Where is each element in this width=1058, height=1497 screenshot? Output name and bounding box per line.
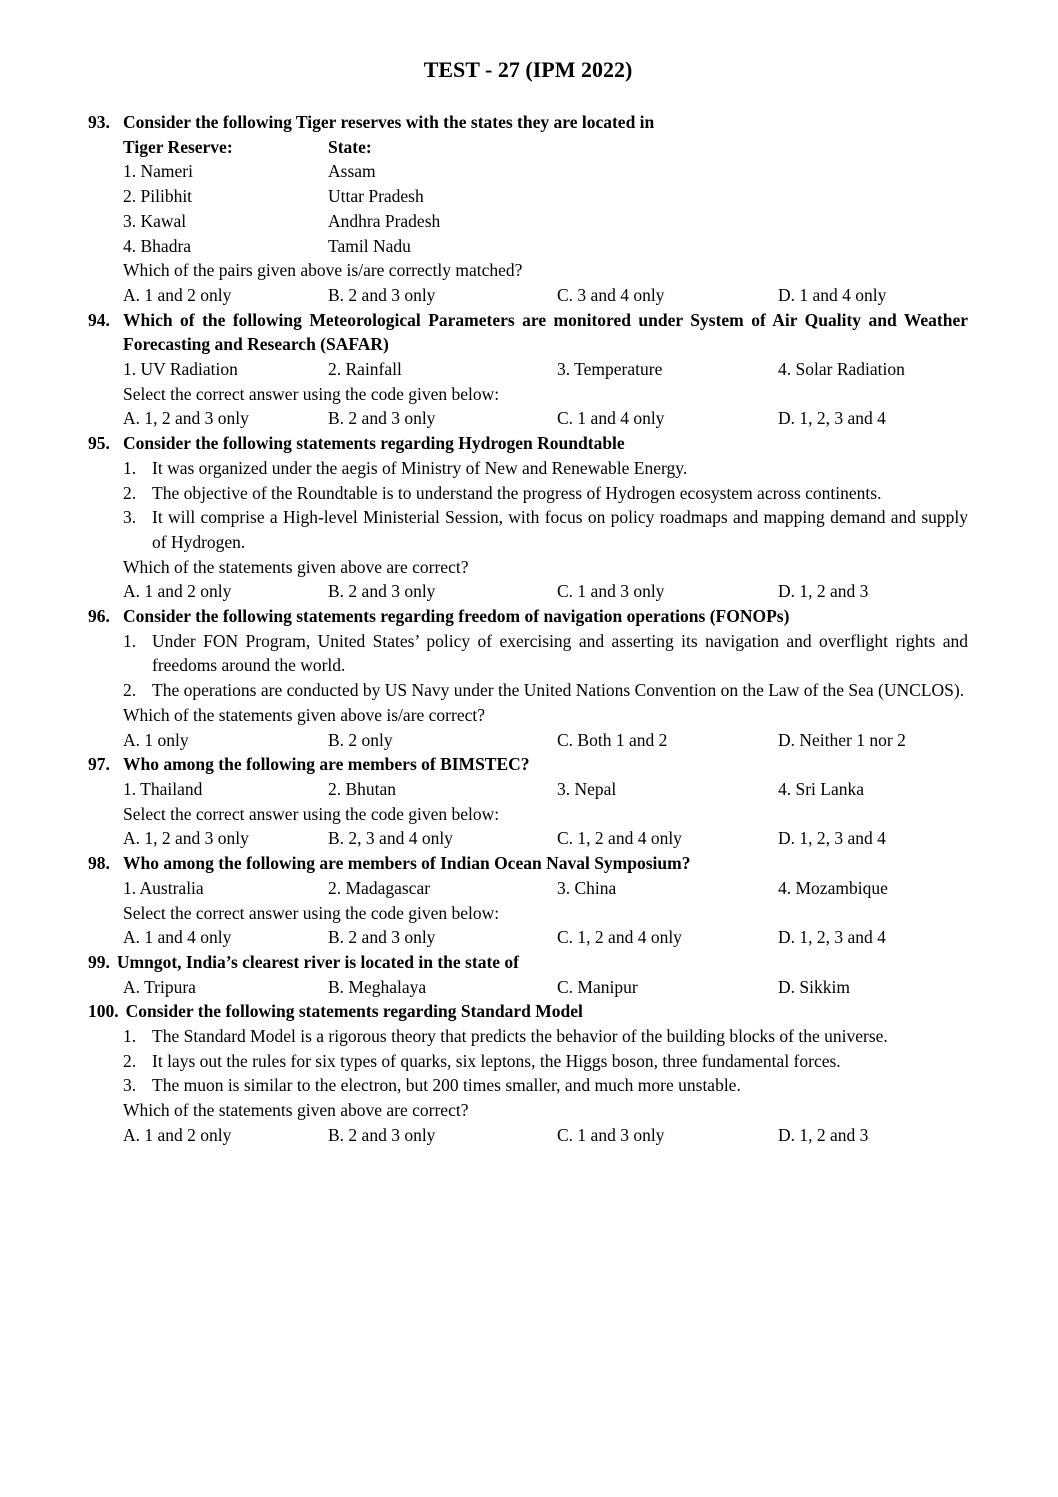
- state-name: Andhra Pradesh: [328, 210, 441, 231]
- option-a: A. 1 and 2 only: [123, 284, 232, 305]
- question-93: [88, 110, 968, 308]
- statement-text: The operations are conducted by US Navy under the United Nations Convention on the Law of the Sea (UNCLOS).: [152, 680, 965, 701]
- question-number: 97.: [88, 754, 110, 775]
- items-row: [123, 777, 968, 802]
- match-table-row: [123, 159, 968, 184]
- question-body: [123, 1024, 968, 1148]
- statement-number: 2.: [123, 1050, 137, 1071]
- question-number: 96.: [88, 606, 110, 627]
- statement-text: Under FON Program, United States’ policy of exercising and asserting its navigation and overflight rights and freedoms around the world.: [152, 630, 968, 676]
- statement-text: The Standard Model is a rigorous theory that predicts the behavior of the building blocks of the universe.: [152, 1026, 888, 1047]
- option-c: C. 1, 2 and 4 only: [557, 828, 682, 849]
- reserve-name: 3. Kawal: [123, 210, 187, 231]
- option-c: C. 1 and 3 only: [557, 581, 665, 602]
- option-b: B. 2 and 3 only: [328, 927, 436, 948]
- question-heading: [88, 604, 968, 629]
- question-100: [88, 999, 968, 1147]
- option-c: C. Manipur: [557, 976, 638, 997]
- item-3: 3. China: [557, 877, 617, 898]
- statement-number: 1.: [123, 457, 137, 478]
- statement-2: [123, 481, 968, 506]
- question-text: Consider the following statements regarding Hydrogen Roundtable: [123, 433, 625, 454]
- question-number: 94.: [88, 309, 110, 330]
- question-text: Which of the following Meteorological Parameters are monitored under System of Air Quality and Weather Forecasting and Research (SAFAR): [123, 309, 968, 355]
- statement-2: [123, 678, 968, 703]
- question-text: Umngot, India’s clearest river is located in the state of: [116, 951, 519, 972]
- option-a: A. 1, 2 and 3 only: [123, 828, 249, 849]
- question-body: [123, 876, 968, 950]
- question-text: Consider the following statements regarding freedom of navigation operations (FONOPs): [123, 606, 790, 627]
- options-row: [123, 283, 968, 308]
- option-c: C. 1, 2 and 4 only: [557, 927, 682, 948]
- statement-1: [123, 456, 968, 481]
- question-text: Who among the following are members of BIMSTEC?: [123, 754, 530, 775]
- options-row: [123, 579, 968, 604]
- option-d: D. Neither 1 nor 2: [778, 729, 906, 750]
- question-heading: [88, 110, 968, 135]
- match-table-row: [123, 184, 968, 209]
- statement-text: It lays out the rules for six types of quarks, six leptons, the Higgs boson, three fundamental forces.: [152, 1050, 841, 1071]
- question-number: 98.: [88, 853, 110, 874]
- question-heading: [88, 950, 968, 975]
- option-a: A. 1 and 2 only: [123, 1124, 232, 1145]
- question-body: [123, 456, 968, 604]
- statement-number: 1.: [123, 630, 137, 651]
- options-row: [123, 1123, 968, 1148]
- option-d: D. 1, 2 and 3: [778, 581, 869, 602]
- option-b: B. 2 and 3 only: [328, 408, 436, 429]
- statement-number: 3.: [123, 507, 137, 528]
- option-d: D. Sikkim: [778, 976, 850, 997]
- option-b: B. 2 and 3 only: [328, 581, 436, 602]
- option-d: D. 1 and 4 only: [778, 284, 887, 305]
- item-1: 1. UV Radiation: [123, 359, 238, 380]
- option-a: A. 1, 2 and 3 only: [123, 408, 249, 429]
- statement-number: 1.: [123, 1026, 137, 1047]
- question-98: [88, 851, 968, 950]
- option-d: D. 1, 2, 3 and 4: [778, 408, 886, 429]
- question-prompt: Select the correct answer using the code given below:: [123, 383, 500, 404]
- statement-number: 2.: [123, 482, 137, 503]
- match-table-header: [123, 135, 968, 160]
- question-number: 93.: [88, 112, 110, 132]
- match-table-row: [123, 234, 968, 259]
- question-prompt: Select the correct answer using the code given below:: [123, 902, 500, 923]
- options-row: [123, 826, 968, 851]
- question-94: [88, 308, 968, 432]
- option-d: D. 1, 2, 3 and 4: [778, 828, 886, 849]
- state-name: Uttar Pradesh: [328, 186, 424, 207]
- question-text: Consider the following Tiger reserves with the states they are located in: [123, 112, 655, 132]
- item-2: 2. Bhutan: [328, 778, 397, 799]
- item-4: 4. Mozambique: [778, 877, 888, 898]
- question-prompt: Which of the statements given above are correct?: [123, 556, 469, 577]
- option-c: C. 1 and 3 only: [557, 1124, 665, 1145]
- question-heading: [88, 308, 968, 357]
- option-b: B. 2, 3 and 4 only: [328, 828, 453, 849]
- item-1: 1. Australia: [123, 877, 204, 898]
- state-name: Tamil Nadu: [328, 235, 411, 256]
- question-body: [123, 135, 968, 308]
- question-95: [88, 431, 968, 604]
- item-2: 2. Madagascar: [328, 877, 431, 898]
- items-row: [123, 357, 968, 382]
- statement-3: [123, 1073, 968, 1098]
- statement-text: It was organized under the aegis of Ministry of New and Renewable Energy.: [152, 457, 688, 478]
- statement-1: [123, 1024, 968, 1049]
- statement-text: The objective of the Roundtable is to understand the progress of Hydrogen ecosystem across continents.: [152, 482, 882, 503]
- options-row: [123, 925, 968, 950]
- question-body: [123, 357, 968, 431]
- option-c: C. 1 and 4 only: [557, 408, 665, 429]
- question-prompt: Which of the pairs given above is/are correctly matched?: [123, 260, 523, 281]
- option-b: B. 2 only: [328, 729, 393, 750]
- item-4: 4. Sri Lanka: [778, 778, 865, 799]
- options-row: [123, 728, 968, 753]
- reserve-name: 4. Bhadra: [123, 235, 192, 256]
- question-number: 100.: [88, 1001, 119, 1022]
- question-heading: [88, 752, 968, 777]
- question-prompt: Which of the statements given above is/are correct?: [123, 704, 485, 725]
- options-row: [123, 406, 968, 431]
- state-name: Assam: [328, 161, 376, 182]
- question-heading: [88, 431, 968, 456]
- items-row: [123, 876, 968, 901]
- question-prompt: Which of the statements given above are correct?: [123, 1100, 469, 1121]
- option-a: A. 1 only: [123, 729, 189, 750]
- question-body: [123, 629, 968, 753]
- reserve-name: 2. Pilibhit: [123, 186, 193, 207]
- option-c: C. 3 and 4 only: [557, 284, 665, 305]
- item-1: 1. Thailand: [123, 778, 203, 799]
- statement-1: [123, 629, 968, 678]
- item-3: 3. Nepal: [557, 778, 617, 799]
- item-4: 4. Solar Radiation: [778, 359, 905, 380]
- statement-3: [123, 505, 968, 554]
- question-text: Who among the following are members of Indian Ocean Naval Symposium?: [123, 853, 691, 874]
- statement-text: The muon is similar to the electron, but 200 times smaller, and much more unstable.: [152, 1075, 741, 1096]
- question-heading: [88, 999, 968, 1024]
- option-d: D. 1, 2, 3 and 4: [778, 927, 886, 948]
- option-d: D. 1, 2 and 3: [778, 1124, 869, 1145]
- question-number: 95.: [88, 433, 110, 454]
- statement-number: 3.: [123, 1075, 137, 1096]
- option-b: B. Meghalaya: [328, 976, 427, 997]
- page-title: TEST - 27 (IPM 2022): [423, 57, 633, 82]
- options-row: [123, 975, 968, 1000]
- question-number: 99.: [88, 951, 110, 972]
- option-b: B. 2 and 3 only: [328, 284, 436, 305]
- question-prompt: Select the correct answer using the code given below:: [123, 803, 500, 824]
- item-2: 2. Rainfall: [328, 359, 402, 380]
- statement-number: 2.: [123, 680, 137, 701]
- question-body: [123, 975, 968, 1000]
- statement-text: It will comprise a High-level Ministerial Session, with focus on policy roadmaps and mapping demand and supply of Hydrogen.: [152, 507, 968, 552]
- option-a: A. Tripura: [123, 976, 196, 997]
- match-table-row: [123, 209, 968, 234]
- statement-2: [123, 1049, 968, 1074]
- match-col1-header: Tiger Reserve:: [123, 136, 233, 157]
- option-c: C. Both 1 and 2: [557, 729, 668, 750]
- match-col2-header: State:: [328, 136, 372, 157]
- question-96: [88, 604, 968, 752]
- option-a: A. 1 and 4 only: [123, 927, 232, 948]
- question-text: Consider the following statements regarding Standard Model: [125, 1001, 583, 1022]
- reserve-name: 1. Nameri: [123, 161, 193, 182]
- option-b: B. 2 and 3 only: [328, 1124, 436, 1145]
- question-99: [88, 950, 968, 999]
- question-body: [123, 777, 968, 851]
- question-97: [88, 752, 968, 851]
- question-heading: [88, 851, 968, 876]
- option-a: A. 1 and 2 only: [123, 581, 232, 602]
- item-3: 3. Temperature: [557, 359, 663, 380]
